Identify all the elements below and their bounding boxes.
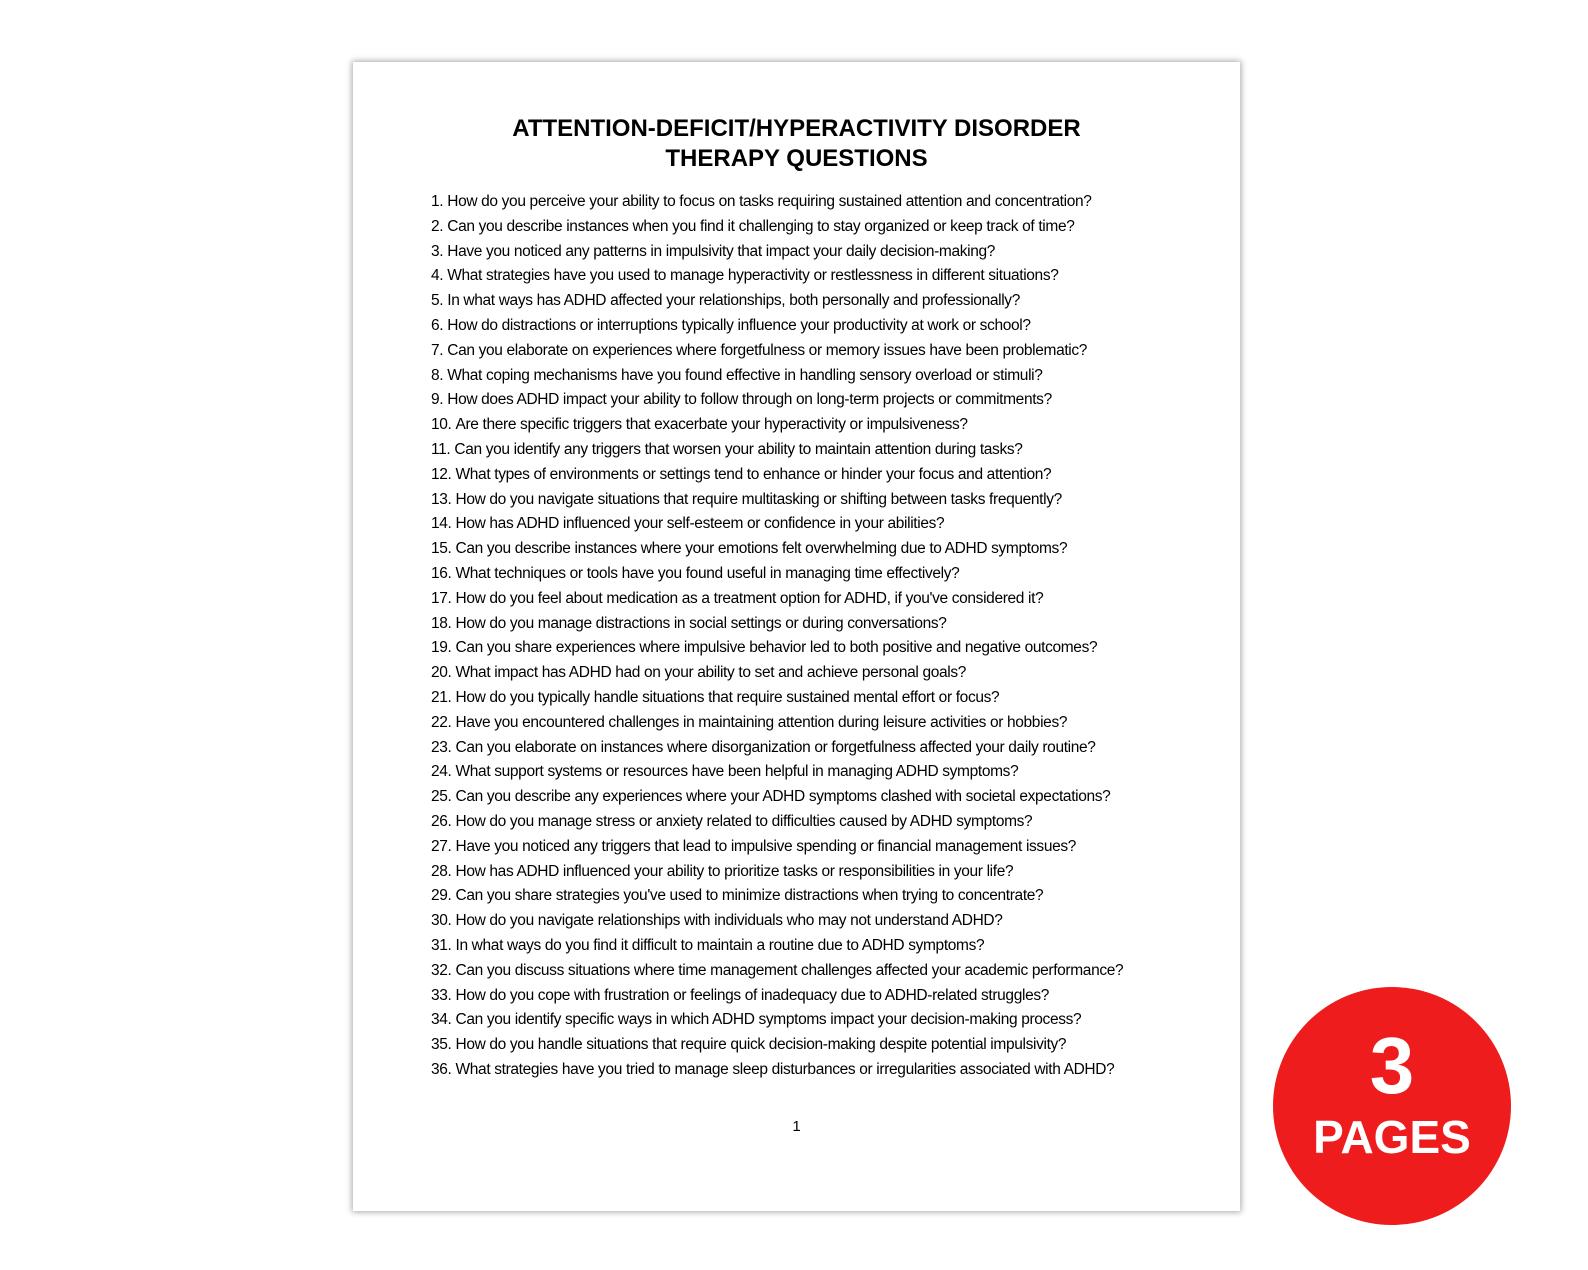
question-text: Can you share strategies you've used to minimize distractions when trying to concentrate? [455, 887, 1044, 905]
question-number: 12. [431, 465, 452, 483]
question-item [431, 1008, 1211, 1033]
question-text: Can you describe instances when you find it challenging to stay organized or keep track of time? [447, 217, 1075, 235]
question-item [431, 364, 1211, 389]
question-item [431, 810, 1211, 835]
question-text: How do you typically handle situations that require sustained mental effort or focus? [455, 688, 1000, 706]
question-number: 18. [431, 614, 452, 632]
question-item [431, 959, 1211, 984]
question-number: 34. [431, 1011, 452, 1029]
question-item [431, 860, 1211, 885]
question-text: How do you perceive your ability to focus on tasks requiring sustained attention and concentration? [447, 193, 1092, 210]
question-text: Have you noticed any patterns in impulsivity that impact your daily decision-making? [447, 242, 996, 260]
question-number: 10. [431, 416, 452, 434]
question-number: 32. [431, 961, 452, 979]
question-item [431, 190, 1211, 215]
question-number: 16. [431, 564, 452, 582]
question-item [431, 215, 1211, 240]
question-item [431, 909, 1211, 934]
question-text: How has ADHD influenced your ability to prioritize tasks or responsibilities in your life? [455, 862, 1014, 880]
document-title [353, 114, 1240, 174]
question-number: 30. [431, 912, 452, 930]
question-item [431, 711, 1211, 736]
question-text: How does ADHD impact your ability to follow through on long-term projects or commitments? [447, 391, 1052, 409]
title-line-1: ATTENTION-DEFICIT/HYPERACTIVITY DISORDER [512, 115, 1081, 142]
question-item [431, 339, 1211, 364]
question-text: Have you encountered challenges in maintaining attention during leisure activities or hobbies? [455, 713, 1068, 731]
question-text: Can you share experiences where impulsive behavior led to both positive and negative outcomes? [455, 639, 1098, 657]
question-list [431, 190, 1211, 1083]
question-item [431, 314, 1211, 339]
question-item [431, 785, 1211, 810]
document-page [353, 62, 1240, 1211]
question-text: How do you manage stress or anxiety related to difficulties caused by ADHD symptoms? [455, 812, 1033, 830]
question-text: What strategies have you used to manage hyperactivity or restlessness in different situations? [447, 267, 1059, 285]
question-text: In what ways has ADHD affected your relationships, both personally and professionally? [447, 292, 1020, 310]
question-number: 14. [431, 515, 452, 533]
question-text: In what ways do you find it difficult to maintain a routine due to ADHD symptoms? [455, 936, 985, 954]
question-number: 15. [431, 540, 452, 558]
question-item [431, 612, 1211, 637]
question-item [431, 587, 1211, 612]
question-number: 23. [431, 738, 452, 756]
badge-number: 3 [1369, 1021, 1415, 1110]
question-text: What coping mechanisms have you found effective in handling sensory overload or stimuli? [447, 366, 1043, 384]
question-item [431, 264, 1211, 289]
question-text: Can you elaborate on instances where disorganization or forgetfulness affected your daily routine? [455, 738, 1096, 756]
question-item [431, 413, 1211, 438]
question-number: 19. [431, 639, 452, 657]
question-text: What impact has ADHD had on your ability to set and achieve personal goals? [455, 664, 967, 682]
question-text: What types of environments or settings tend to enhance or hinder your focus and attention? [455, 465, 1052, 483]
question-item [431, 661, 1211, 686]
question-number: 2. [431, 217, 444, 235]
question-number: 6. [431, 316, 444, 334]
question-item [431, 760, 1211, 785]
question-number: 7. [431, 341, 444, 359]
question-number: 13. [431, 490, 452, 508]
question-item [431, 984, 1211, 1009]
page-number: 1 [792, 1118, 801, 1135]
question-number: 27. [431, 837, 452, 855]
question-text: How has ADHD influenced your self-esteem or confidence in your abilities? [455, 515, 945, 533]
question-item [431, 1058, 1211, 1083]
question-number: 4. [431, 267, 444, 285]
question-text: What support systems or resources have been helpful in managing ADHD symptoms? [455, 763, 1019, 781]
question-text: Can you discuss situations where time management challenges affected your academic performance? [455, 961, 1124, 979]
question-number: 28. [431, 862, 452, 880]
question-number: 9. [431, 391, 444, 409]
question-number: 8. [431, 366, 444, 384]
question-text: Have you noticed any triggers that lead to impulsive spending or financial management issues? [455, 837, 1077, 855]
question-number: 1. [431, 193, 444, 210]
question-number: 31. [431, 936, 452, 954]
question-text: What techniques or tools have you found useful in managing time effectively? [455, 564, 960, 582]
question-number: 33. [431, 986, 452, 1004]
question-text: How do you navigate relationships with individuals who may not understand ADHD? [455, 912, 1003, 930]
question-item [431, 934, 1211, 959]
question-item [431, 1033, 1211, 1058]
question-text: How do distractions or interruptions typically influence your productivity at work or school? [447, 316, 1031, 334]
question-item [431, 835, 1211, 860]
question-number: 5. [431, 292, 444, 310]
question-text: How do you manage distractions in social settings or during conversations? [455, 614, 947, 632]
question-number: 24. [431, 763, 452, 781]
question-text: Can you identify specific ways in which ADHD symptoms impact your decision-making process? [455, 1011, 1082, 1029]
question-text: How do you cope with frustration or feelings of inadequacy due to ADHD-related struggles? [455, 986, 1050, 1004]
question-number: 35. [431, 1036, 452, 1054]
question-number: 11. [431, 440, 451, 458]
question-number: 22. [431, 713, 452, 731]
question-item [431, 388, 1211, 413]
question-number: 25. [431, 788, 452, 806]
question-item [431, 537, 1211, 562]
question-item [431, 686, 1211, 711]
question-number: 29. [431, 887, 452, 905]
question-item [431, 463, 1211, 488]
question-number: 26. [431, 812, 452, 830]
question-text: How do you feel about medication as a treatment option for ADHD, if you've considered it? [455, 589, 1044, 607]
question-item [431, 736, 1211, 761]
question-item [431, 512, 1211, 537]
question-number: 36. [431, 1060, 452, 1078]
question-text: Can you elaborate on experiences where forgetfulness or memory issues have been problematic? [447, 341, 1088, 359]
question-text: How do you handle situations that require quick decision-making despite potential impulsivity? [455, 1036, 1067, 1054]
page-count-badge [1273, 987, 1511, 1225]
question-item [431, 438, 1211, 463]
question-text: Are there specific triggers that exacerbate your hyperactivity or impulsiveness? [455, 416, 968, 434]
question-number: 17. [431, 589, 452, 607]
question-number: 3. [431, 242, 444, 260]
question-item [431, 562, 1211, 587]
question-text: Can you identify any triggers that worsen your ability to maintain attention during tasks? [454, 440, 1023, 458]
question-item [431, 240, 1211, 265]
question-item [431, 636, 1211, 661]
question-item [431, 488, 1211, 513]
question-number: 20. [431, 664, 452, 682]
badge-label: PAGES [1313, 1111, 1471, 1163]
question-text: How do you navigate situations that require multitasking or shifting between tasks frequently? [455, 490, 1062, 508]
question-item [431, 289, 1211, 314]
title-line-2: THERAPY QUESTIONS [665, 145, 928, 172]
question-item [431, 884, 1211, 909]
question-text: Can you describe instances where your emotions felt overwhelming due to ADHD symptoms? [455, 540, 1068, 558]
question-text: Can you describe any experiences where your ADHD symptoms clashed with societal expectations? [455, 788, 1111, 806]
question-number: 21. [431, 688, 452, 706]
question-text: What strategies have you tried to manage sleep disturbances or irregularities associated with ADHD? [455, 1060, 1115, 1078]
